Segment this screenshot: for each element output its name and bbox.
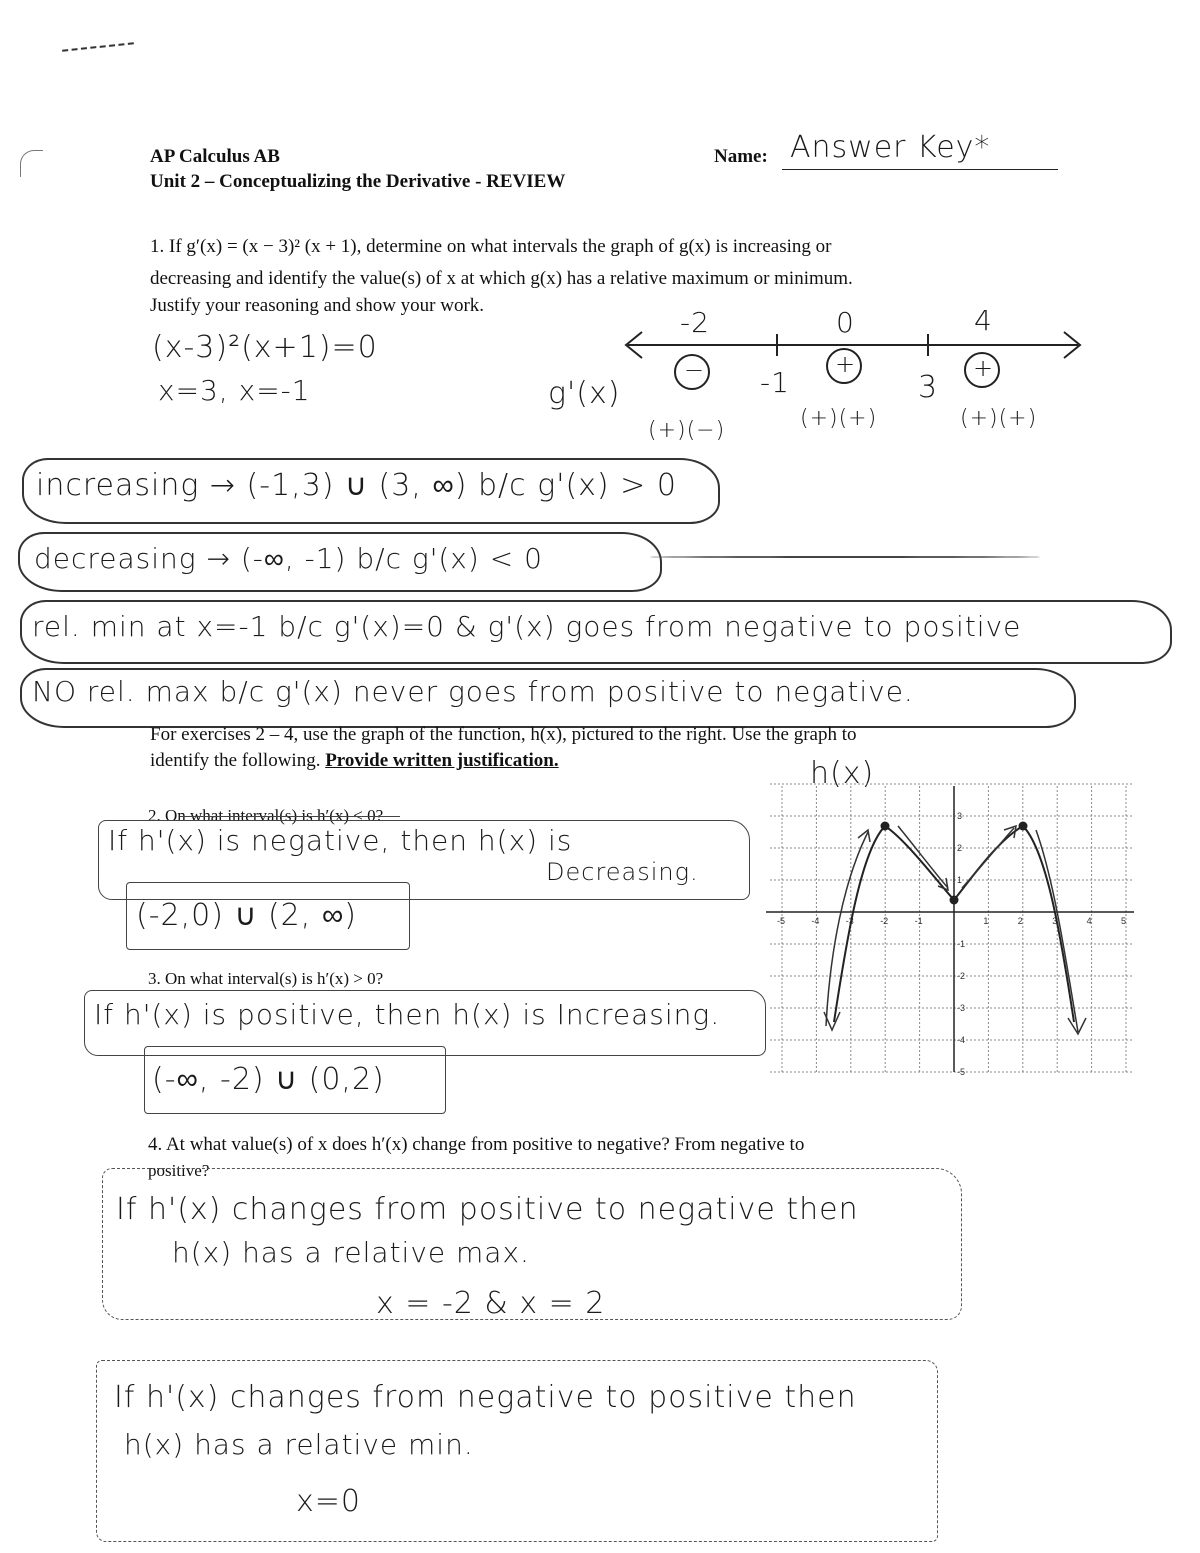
y-tick-label: -3 bbox=[957, 1003, 966, 1013]
q1-answer-max: NO rel. max b/c g'(x) never goes from positive to negative. bbox=[32, 675, 914, 708]
instructions-line2 bbox=[150, 750, 559, 772]
q2-justification-line1: If h'(x) is negative, then h(x) is bbox=[108, 824, 573, 857]
q1-answer-increasing: increasing → (-1,3) ∪ (3, ∞) b/c g'(x) > 0 bbox=[36, 468, 677, 503]
y-tick-label: -4 bbox=[957, 1035, 966, 1045]
test-value: -2 bbox=[680, 306, 710, 339]
up-arrow-icon bbox=[826, 832, 868, 1026]
interval-sign: + bbox=[973, 354, 995, 382]
x-tick-label: -5 bbox=[777, 916, 786, 926]
q4-min-line2: h(x) has a relative min. bbox=[124, 1428, 474, 1461]
factor-signs: (+)(+) bbox=[800, 406, 878, 431]
x-tick-labels bbox=[777, 916, 1126, 926]
q1-work-equation: (x-3)²(x+1)=0 bbox=[152, 330, 378, 365]
x-tick-label: -3 bbox=[845, 916, 854, 926]
scan-mark bbox=[20, 150, 43, 177]
scan-mark bbox=[62, 42, 134, 52]
y-tick-label: 2 bbox=[957, 843, 963, 853]
name-value: Answer Key* bbox=[790, 130, 991, 165]
critical-point: -1 bbox=[760, 366, 790, 399]
x-tick-label: 5 bbox=[1121, 916, 1127, 926]
q1-answer-decreasing: decreasing → (-∞, -1) b/c g'(x) < 0 bbox=[34, 542, 543, 575]
q4-min-line1: If h'(x) changes from negative to positive then bbox=[114, 1380, 857, 1415]
down-arrow-icon bbox=[898, 826, 948, 888]
course-title: AP Calculus AB bbox=[150, 146, 280, 167]
q2-justification-line2: Decreasing. bbox=[546, 858, 699, 886]
q2-prompt: 2. On what interval(s) is h′(x) < 0? bbox=[148, 806, 384, 825]
y-tick-label: -5 bbox=[957, 1067, 966, 1076]
instructions-prefix: identify the following. bbox=[150, 750, 326, 771]
q4-max-line1: If h'(x) changes from positive to negative then bbox=[116, 1192, 859, 1227]
test-value: 4 bbox=[974, 304, 993, 337]
q2-answer: (-2,0) ∪ (2, ∞) bbox=[136, 898, 357, 933]
q4-max-line2: h(x) has a relative max. bbox=[172, 1236, 530, 1269]
factor-signs: (+)(+) bbox=[960, 406, 1038, 431]
q2-prompt-strike bbox=[180, 816, 400, 817]
relative-min-point bbox=[950, 896, 959, 905]
x-tick-label: 2 bbox=[1017, 916, 1023, 926]
y-tick-label: 1 bbox=[957, 875, 963, 885]
graph-label: h(x) bbox=[810, 756, 875, 791]
relative-max-point bbox=[1019, 822, 1028, 831]
q4-max-answer: x = -2 & x = 2 bbox=[376, 1286, 606, 1321]
y-tick-label: -1 bbox=[957, 939, 966, 949]
x-tick-label: 4 bbox=[1086, 916, 1092, 926]
q3-justification: If h'(x) is positive, then h(x) is Increasing. bbox=[94, 998, 721, 1031]
q1-work-roots: x=3, x=-1 bbox=[158, 374, 311, 407]
name-underline bbox=[782, 169, 1058, 170]
x-tick-label: -4 bbox=[811, 916, 820, 926]
interval-sign: − bbox=[684, 356, 706, 384]
q1-prompt-line1: 1. If g′(x) = (x − 3)² (x + 1), determine on what intervals the graph of g(x) is increasing or bbox=[150, 236, 832, 257]
x-tick-label: -1 bbox=[914, 916, 923, 926]
instructions-line1: For exercises 2 – 4, use the graph of the function, h(x), pictured to the right. Use the graph to bbox=[150, 724, 857, 745]
h-graph bbox=[766, 780, 1140, 1076]
name-label: Name: bbox=[714, 146, 768, 167]
critical-point: 3 bbox=[918, 370, 939, 405]
q3-answer: (-∞, -2) ∪ (0,2) bbox=[152, 1062, 385, 1097]
y-tick-label: 3 bbox=[957, 811, 963, 821]
q1-prompt-line3: Justify your reasoning and show your work. bbox=[150, 295, 485, 316]
unit-title: Unit 2 – Conceptualizing the Derivative - REVIEW bbox=[150, 171, 566, 192]
q1-answer-min: rel. min at x=-1 b/c g'(x)=0 & g'(x) goes from negative to positive bbox=[32, 610, 1022, 643]
x-tick-label: -2 bbox=[880, 916, 889, 926]
y-tick-label: -2 bbox=[957, 971, 966, 981]
x-tick-label: 1 bbox=[983, 916, 989, 926]
x-tick-label: 3 bbox=[1052, 916, 1058, 926]
q4-prompt-line2: positive? bbox=[148, 1161, 210, 1180]
instructions-emphasis: Provide written justification. bbox=[325, 750, 559, 771]
sign-chart-label: g'(x) bbox=[548, 376, 621, 411]
q4-min-answer: x=0 bbox=[296, 1484, 361, 1519]
q3-prompt: 3. On what interval(s) is h′(x) > 0? bbox=[148, 969, 384, 988]
cloud-tail bbox=[650, 556, 1040, 558]
q4-prompt-line1: 4. At what value(s) of x does h′(x) change from positive to negative? From negative to bbox=[148, 1134, 805, 1155]
interval-sign: + bbox=[835, 350, 857, 378]
y-tick-labels bbox=[957, 811, 965, 1076]
q1-prompt-line2: decreasing and identify the value(s) of x at which g(x) has a relative maximum or minimum. bbox=[150, 268, 853, 289]
test-value: 0 bbox=[836, 306, 855, 339]
factor-signs: (+)(−) bbox=[648, 418, 726, 443]
relative-max-point bbox=[881, 822, 890, 831]
